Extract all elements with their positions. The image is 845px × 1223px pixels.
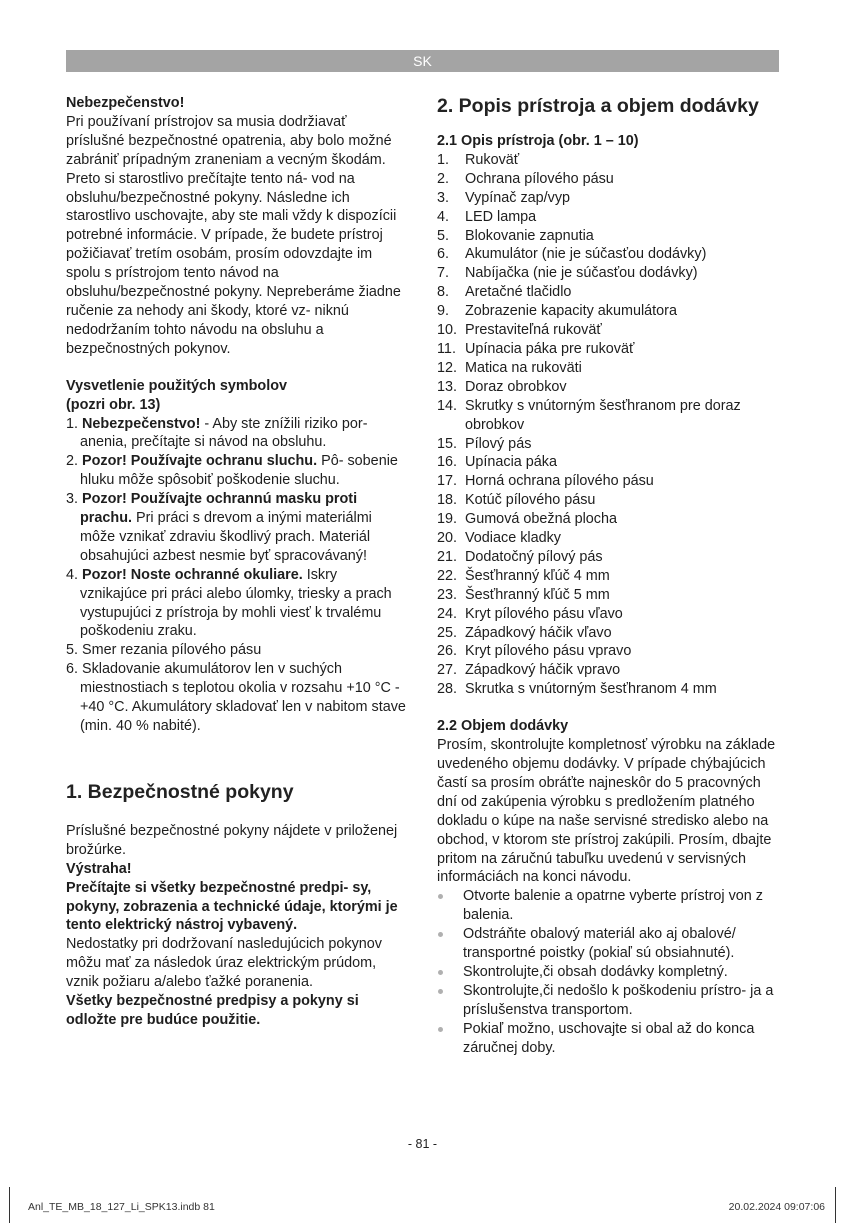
part-item: 20. Vodiace kladky	[437, 530, 561, 547]
symbol-item: 2. Pozor! Používajte ochranu sluchu. Pô- sobenie hluku môže spôsobiť poškodenie sluchu.	[66, 453, 398, 489]
symbol-item: 1. Nebezpečenstvo! - Aby ste znížili riziko por- anenia, prečítajte si návod na obsluhu.	[66, 415, 368, 451]
part-item: 24. Kryt pílového pásu vľavo	[437, 605, 623, 622]
checklist-item: Otvorte balenie a opatrne vyberte prístroj von z balenia.	[437, 887, 782, 925]
part-item: 25. Západkový háčik vľavo	[437, 624, 612, 641]
part-item: 18. Kotúč pílového pásu	[437, 492, 596, 509]
crop-mark-right	[835, 1187, 836, 1223]
bullet-icon	[438, 1027, 443, 1032]
part-item: 22. Šesťhranný kľúč 4 mm	[437, 567, 610, 584]
footer-file-name: Anl_TE_MB_18_127_Li_SPK13.indb 81	[28, 1201, 215, 1213]
symbols-list	[66, 415, 406, 736]
parts-list	[437, 151, 782, 699]
section1-title: 1. Bezpečnostné pokyny	[66, 780, 294, 803]
part-item: 9. Zobrazenie kapacity akumulátora	[437, 303, 677, 320]
part-item: 27. Západkový háčik vpravo	[437, 662, 621, 679]
page-number: - 81 -	[407, 1137, 438, 1151]
part-item: 6. Akumulátor (nie je súčasťou dodávky)	[437, 246, 707, 263]
part-item: 11. Upínacia páka pre rukoväť	[437, 340, 635, 357]
left-column	[66, 94, 406, 1030]
crop-mark-left	[9, 1187, 10, 1223]
part-item: 19. Gumová obežná plocha	[437, 511, 618, 528]
bullet-icon	[438, 989, 443, 994]
part-item: 15. Pílový pás	[437, 435, 532, 452]
section1-text: Príslušné bezpečnostné pokyny nájdete v priloženej brožúrke.	[66, 822, 398, 858]
footer-timestamp: 20.02.2024 09:07:06	[728, 1201, 825, 1213]
subsection-2-1-title: 2.1 Opis prístroja (obr. 1 – 10)	[437, 133, 639, 149]
danger-text: Pri používaní prístrojov sa musia dodržiavať príslušné bezpečnostné opatrenia, aby bolo možné zabrániť prípadným zraneniam a vecným škodám. Preto si starostlivo prečítajte tento ná- vod na obsluhu/bezpečnostné pokyny. Následne ich starostlivo uschovajte, aby ste mali vždy k dispozícii potrebné informácie. V prípade, že budete prístroj požičiavať tretím osobám, prosím odovzdajte im spolu s prístrojom tento návod na obsluhu/bezpečnostné pokyny. Nepreberáme žiadne ručenie za nehody ani škody, ktoré vz- niknú nedodržaním tohto návodu na obsluhu a bezpečnostných pokynov.	[66, 113, 401, 357]
section2-title: 2. Popis prístroja a objem dodávky	[437, 95, 759, 117]
symbol-item: 6. Skladovanie akumulátorov len v suchých miestnostiach s teplotou okolia v rozsahu +10 °C - +40 °C. Akumulátory skladovať len v nabitom stave (min. 40 % nabité).	[66, 661, 406, 734]
part-item: 2. Ochrana pílového pásu	[437, 170, 614, 187]
part-item: 4. LED lampa	[437, 208, 537, 225]
checklist-item: Skontrolujte,či nedošlo k poškodeniu prístro- ja a príslušenstva transportom.	[437, 982, 782, 1020]
symbol-item: 4. Pozor! Noste ochranné okuliare. Iskry vznikajúce pri práci alebo úlomky, triesky a prach vystupujúci z prístroja by mohli viesť k trvalému poškodeniu zraku.	[66, 566, 392, 640]
symbol-item: 3. Pozor! Používajte ochrannú masku proti prachu. Pri práci s drevom a inými materiálmi môže vznikať zdraviu škodlivý prach. Materiál obsahujúci azbest nesmie byť spracovávaný!	[66, 491, 372, 564]
warning-title: Výstraha!	[66, 860, 132, 877]
part-item: 28. Skrutka s vnútorným šesťhranom 4 mm	[437, 681, 717, 698]
delivery-checklist	[437, 887, 782, 1057]
subsection-2-2-title: 2.2 Objem dodávky	[437, 718, 569, 735]
part-item: 10. Prestaviteľná rukoväť	[437, 322, 602, 339]
part-item: 5. Blokovanie zapnutia	[437, 227, 594, 244]
warning-bold: Prečítajte si všetky bezpečnostné predpi- sy, pokyny, zobrazenia a technické údaje, ktorými je tento elektrický nástroj vybavený.	[66, 879, 398, 934]
part-item: 12. Matica na rukoväti	[437, 359, 582, 376]
part-item: 14. Skrutky s vnútorným šesťhranom pre doraz obrobkov	[437, 397, 741, 433]
bullet-icon	[438, 932, 443, 937]
checklist-item: Pokiaľ možno, uschovajte si obal až do konca záručnej doby.	[437, 1020, 782, 1058]
part-item: 3. Vypínač zap/vyp	[437, 189, 571, 206]
part-item: 1. Rukoväť	[437, 151, 520, 168]
part-item: 7. Nabíjačka (nie je súčasťou dodávky)	[437, 265, 698, 282]
warning-text: Nedostatky pri dodržovaní nasledujúcich pokynov môžu mať za následok úraz elektrickým prúdom, vznik požiaru a/alebo ťažké poranenia.	[66, 936, 382, 991]
checklist-item: Skontrolujte,či obsah dodávky kompletný.	[437, 963, 782, 982]
part-item: 13. Doraz obrobkov	[437, 378, 567, 395]
part-item: 26. Kryt pílového pásu vpravo	[437, 643, 632, 660]
symbols-title: Vysvetlenie použitých symbolov	[66, 377, 287, 394]
warning-final: Všetky bezpečnostné predpisy a pokyny si odložte pre budúce použitie.	[66, 993, 359, 1028]
subsection-2-2-text: Prosím, skontrolujte kompletnosť výrobku na základe uvedeného objemu dodávky. V prípade chýbajúcich častí sa prosím obráťte najneskôr do 5 pracovných dní od zakúpenia výrobku s predložením platného dokladu o kúpe na naše servisné stredisko alebo na obchod, v ktorom ste prístroj zakúpili. Prosím, dbajte pritom na záručnú tabuľku uvedenú v servisných informáciách na konci návodu.	[437, 737, 776, 886]
part-item: 16. Upínacia páka	[437, 454, 558, 471]
danger-title: Nebezpečenstvo!	[66, 95, 185, 111]
right-column	[437, 94, 782, 1058]
part-item: 17. Horná ochrana pílového pásu	[437, 473, 654, 490]
language-banner: SK	[66, 50, 779, 72]
bullet-icon	[438, 894, 443, 899]
part-item: 23. Šesťhranný kľúč 5 mm	[437, 586, 610, 603]
part-item: 21. Dodatočný pílový pás	[437, 548, 603, 565]
part-item: 8. Aretačné tlačidlo	[437, 284, 572, 301]
bullet-icon	[438, 970, 443, 975]
symbol-item: 5. Smer rezania pílového pásu	[66, 642, 262, 659]
symbols-reference: (pozri obr. 13)	[66, 396, 161, 413]
checklist-item: Odstráňte obalový materiál ako aj obalové/ transportné poistky (pokiaľ sú obsiahnuté).	[437, 925, 782, 963]
